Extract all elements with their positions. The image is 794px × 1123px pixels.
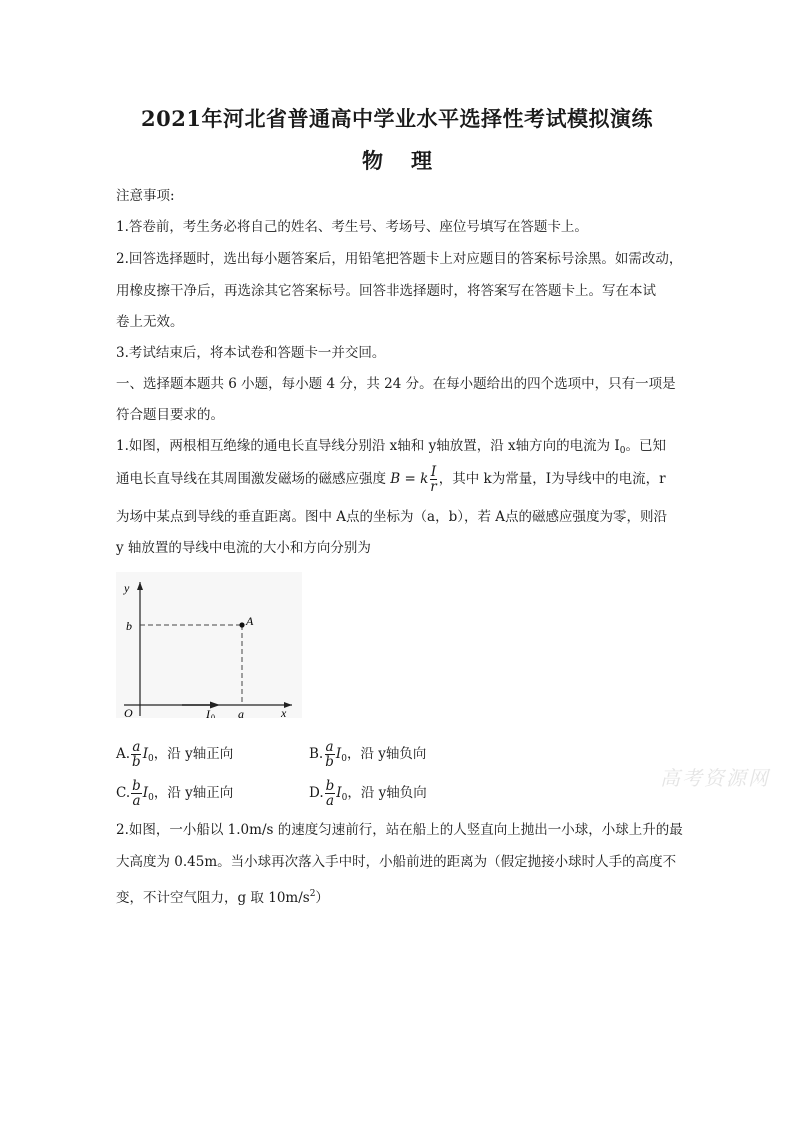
coordinate-diagram [116,572,302,718]
q1-figure [116,572,302,718]
label-I-sub: 0 [211,713,215,718]
q1-line1: 1.如图，两根相互绝缘的通电长直导线分别沿 x轴和 y轴放置，沿 x轴方向的电流为 $I_0$。已知 [116,438,666,456]
formula-lhs: B = k [390,471,429,487]
label-x: x [281,706,287,718]
current-arrow-head [210,702,220,709]
section-heading: 一、选择题本题共 6 小题，每小题 4 分，共 24 分。在每小题给出的四个选项中，只有一项是 [116,376,676,392]
subject-title: 物理 [362,148,460,173]
option-c[interactable]: C. $\frac{b}{a}$ $I_0$，沿 y轴正向 [116,778,234,809]
option-b[interactable]: B. $\frac{a}{b}$ $I_0$，沿 y轴负向 [309,739,427,770]
q2-line2: 大高度为 0.45m。当小球再次落入手中时，小船前进的距离为（假定抛接小球时人手的高度不 [116,854,677,870]
y-axis-arrow [137,582,143,590]
q1-line3: 为场中某点到导线的垂直距离。图中 A点的坐标为（a，b），若 A点的磁感应强度为零，则沿 [116,509,668,525]
notes-heading: 注意事项: [116,188,175,204]
watermark: 高考资源网 [660,766,770,790]
note-item: 3.考试结束后，将本试卷和答题卡一并交回。 [116,345,386,361]
option-d[interactable]: D. $\frac{b}{a}$ $I_0$，沿 y轴负向 [309,778,427,809]
label-y: y [124,581,130,595]
section-heading-cont: 符合题目要求的。 [116,407,224,423]
page-title: 2021年河北省普通高中学业水平选择性考试模拟演练 [141,106,653,131]
q2-line3: 变，不计空气阻力，g 取 $10m/s^2$） [116,889,329,906]
point-A [239,622,244,627]
q1-line4: y 轴放置的导线中电流的大小和方向分别为 [116,540,371,556]
label-a: a [238,707,244,718]
note-item: 1.答卷前，考生务必将自己的姓名、考生号、考场号、座位号填写在答题卡上。 [116,219,588,235]
option-a[interactable]: A. $\frac{a}{b}$ $I_0$，沿 y轴正向 [116,739,234,770]
label-origin: O [124,706,133,718]
label-A: A [246,614,254,628]
label-b: b [126,619,132,633]
q2-line1: 2.如图，一小船以 1.0m/s 的速度匀速前行，站在船上的人竖直向上抛出一小球，小球上升的最 [116,822,683,838]
label-I: I [206,707,210,718]
note-item: 2.回答选择题时，选出每小题答案后，用铅笔把答题卡上对应题目的答案标号涂黑。如需改动， [116,251,683,267]
q1-line2: 通电长直导线在其周围激发磁场的磁感应强度 B = k $\frac{I}{r}$ ，其中 k为常量，I为导线中的电流，r [116,464,666,495]
note-item: 卷上无效。 [116,314,184,330]
note-item: 用橡皮擦干净后，再选涂其它答案标号。回答非选择题时，将答案写在答题卡上。写在本试 [116,283,656,299]
formula-fraction: $\frac{I}{r}$ [430,464,437,495]
